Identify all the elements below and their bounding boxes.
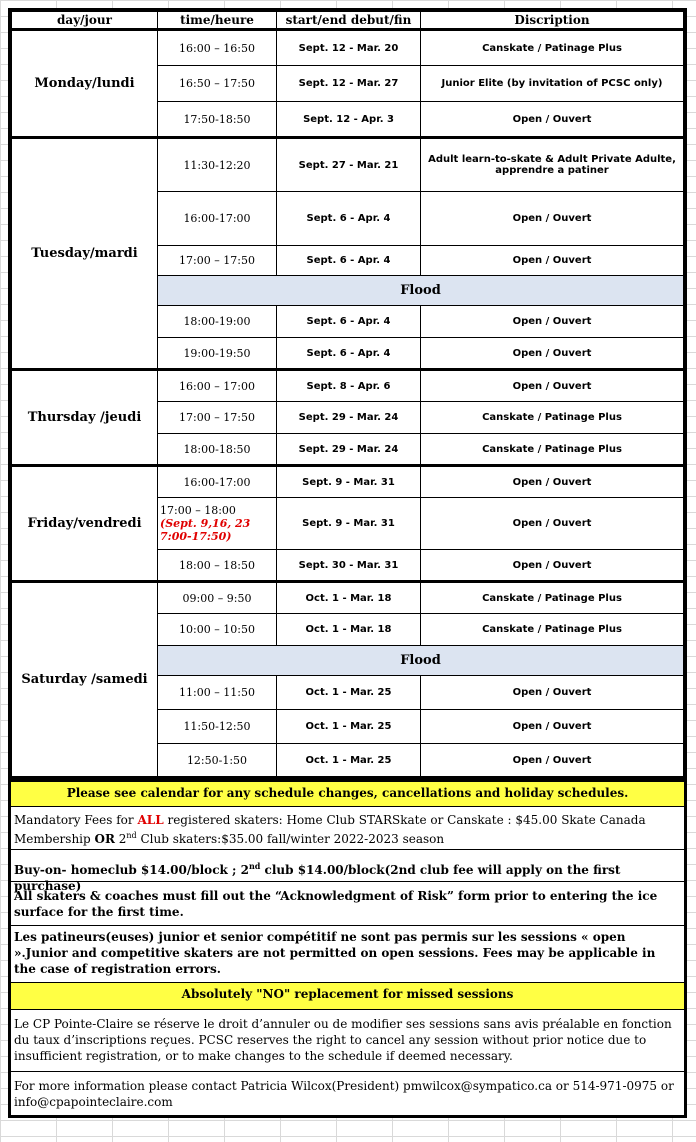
dates-cell: Sept. 9 - Mar. 31 — [277, 498, 421, 550]
time-cell: 18:00 – 18:50 — [158, 550, 277, 582]
schedule-row — [12, 466, 684, 498]
fees-text-c: 2 — [114, 832, 127, 846]
dates-cell: Sept. 9 - Mar. 31 — [277, 466, 421, 498]
day-cell: Saturday /samedi — [12, 582, 158, 778]
description-cell: Open / Ouvert — [421, 246, 684, 276]
replacement-note: Absolutely "NO" replacement for missed sessions — [11, 983, 684, 1010]
description-cell: Open / Ouvert — [421, 744, 684, 778]
description-cell: Open / Ouvert — [421, 370, 684, 402]
description-cell: Open / Ouvert — [421, 192, 684, 246]
dates-cell: Sept. 12 - Mar. 20 — [277, 30, 421, 66]
description-cell: Open / Ouvert — [421, 676, 684, 710]
time-cell — [158, 498, 277, 550]
header-description: Discription — [421, 12, 684, 30]
description-cell: Open / Ouvert — [421, 102, 684, 138]
notes-section — [11, 779, 684, 1115]
time-cell: 17:00 – 17:50 — [158, 246, 277, 276]
buyon-note — [11, 850, 684, 893]
fees-or: OR — [94, 832, 115, 846]
dates-cell: Sept. 6 - Apr. 4 — [277, 246, 421, 276]
description-cell: Open / Ouvert — [421, 338, 684, 370]
flood-cell: Flood — [158, 276, 684, 306]
dates-cell: Sept. 29 - Mar. 24 — [277, 434, 421, 466]
schedule-sheet — [8, 8, 687, 1118]
time-cell: 16:00 – 17:00 — [158, 370, 277, 402]
dates-cell: Oct. 1 - Mar. 18 — [277, 582, 421, 614]
time-cell: 16:00-17:00 — [158, 192, 277, 246]
flood-cell: Flood — [158, 646, 684, 676]
time-text: 17:00 – 18:00 — [160, 504, 236, 517]
schedule-row — [12, 370, 684, 402]
description-cell: Canskate / Patinage Plus — [421, 30, 684, 66]
dates-cell: Sept. 6 - Apr. 4 — [277, 338, 421, 370]
time-cell: 09:00 – 9:50 — [158, 582, 277, 614]
time-cell: 16:00 – 16:50 — [158, 30, 277, 66]
description-cell: Canskate / Patinage Plus — [421, 402, 684, 434]
dates-cell: Sept. 6 - Apr. 4 — [277, 306, 421, 338]
dates-cell: Oct. 1 - Mar. 25 — [277, 710, 421, 744]
dates-cell: Oct. 1 - Mar. 18 — [277, 614, 421, 646]
schedule-row — [12, 582, 684, 614]
buyon-text-a: Buy-on- homeclub $14.00/block ; 2 — [14, 863, 249, 877]
dates-cell: Oct. 1 - Mar. 25 — [277, 744, 421, 778]
buyon-text-b: club $14.00/block(2nd club fee will apply on the first purchase) — [14, 863, 621, 893]
time-cell: 18:00-19:00 — [158, 306, 277, 338]
fees-text-b: registered skaters: Home Club STARSkate or Canskate : $45.00 Skate Canada Membership — [14, 813, 646, 846]
time-cell: 16:50 – 17:50 — [158, 66, 277, 102]
time-cell: 16:00-17:00 — [158, 466, 277, 498]
header-row — [12, 12, 684, 30]
schedule-row — [12, 138, 684, 192]
time-cell: 19:00-19:50 — [158, 338, 277, 370]
junior-note: Les patineurs(euses) junior et senior compétitif ne sont pas permis sur les sessions « open ».Junior and competitive skaters are not permitted on open sessions. Fees may be applicable in the case of registration errors. — [11, 926, 684, 983]
fees-note — [11, 807, 684, 850]
dates-cell: Sept. 6 - Apr. 4 — [277, 192, 421, 246]
time-cell: 17:00 – 17:50 — [158, 402, 277, 434]
dates-cell: Sept. 27 - Mar. 21 — [277, 138, 421, 192]
dates-cell: Sept. 12 - Mar. 27 — [277, 66, 421, 102]
fees-text-a: Mandatory Fees for — [14, 813, 138, 827]
header-day: day/jour — [12, 12, 158, 30]
description-cell: Open / Ouvert — [421, 550, 684, 582]
dates-cell: Sept. 8 - Apr. 6 — [277, 370, 421, 402]
time-cell: 11:50-12:50 — [158, 710, 277, 744]
description-cell: Adult learn-to-skate & Adult Private Adulte, apprendre a patiner — [421, 138, 684, 192]
description-cell: Canskate / Patinage Plus — [421, 434, 684, 466]
header-time: time/heure — [158, 12, 277, 30]
dates-cell: Sept. 12 - Apr. 3 — [277, 102, 421, 138]
description-cell: Open / Ouvert — [421, 498, 684, 550]
time-cell: 12:50-1:50 — [158, 744, 277, 778]
description-cell: Junior Elite (by invitation of PCSC only) — [421, 66, 684, 102]
dates-cell: Sept. 30 - Mar. 31 — [277, 550, 421, 582]
dates-cell: Oct. 1 - Mar. 25 — [277, 676, 421, 710]
schedule-body — [12, 30, 684, 778]
time-cell: 10:00 – 10:50 — [158, 614, 277, 646]
day-cell: Thursday /jeudi — [12, 370, 158, 466]
description-cell: Canskate / Patinage Plus — [421, 614, 684, 646]
time-cell: 17:50-18:50 — [158, 102, 277, 138]
description-cell: Canskate / Patinage Plus — [421, 582, 684, 614]
time-cell: 11:00 – 11:50 — [158, 676, 277, 710]
header-dates: start/end debut/fin — [277, 12, 421, 30]
buyon-nd: nd — [248, 861, 261, 871]
day-cell: Tuesday/mardi — [12, 138, 158, 370]
schedule-row — [12, 30, 684, 66]
fees-all: ALL — [137, 813, 164, 827]
description-cell: Open / Ouvert — [421, 306, 684, 338]
risk-note: All skaters & coaches must fill out the “Acknowledgment of Risk” form prior to entering the ice surface for the first time. — [11, 882, 684, 926]
schedule-table — [11, 11, 684, 779]
day-cell: Friday/vendredi — [12, 466, 158, 582]
time-cell: 11:30-12:20 — [158, 138, 277, 192]
contact-note: For more information please contact Patricia Wilcox(President) pmwilcox@sympatico.ca or 514-971-0975 or info@cpapointeclaire.com — [14, 1079, 674, 1109]
calendar-note: Please see calendar for any schedule changes, cancellations and holiday schedules. — [11, 782, 684, 807]
time-cell: 18:00-18:50 — [158, 434, 277, 466]
rights-note: Le CP Pointe-Claire se réserve le droit d’annuler ou de modifier ses sessions sans avis préalable en fonction du taux d’inscriptions reçues. PCSC reserves the right to cancel any session without prior notice due to insufficient registration, or to make changes to the schedule if deemed necessary. — [11, 1010, 684, 1072]
description-cell: Open / Ouvert — [421, 466, 684, 498]
fees-text-d: Club skaters:$35.00 fall/winter 2022-2023 season — [136, 832, 445, 846]
description-cell: Open / Ouvert — [421, 710, 684, 744]
fees-nd: nd — [126, 831, 137, 840]
day-cell: Monday/lundi — [12, 30, 158, 138]
dates-cell: Sept. 29 - Mar. 24 — [277, 402, 421, 434]
time-exception-note: (Sept. 9,16, 23 7:00-17:50) — [160, 517, 251, 543]
